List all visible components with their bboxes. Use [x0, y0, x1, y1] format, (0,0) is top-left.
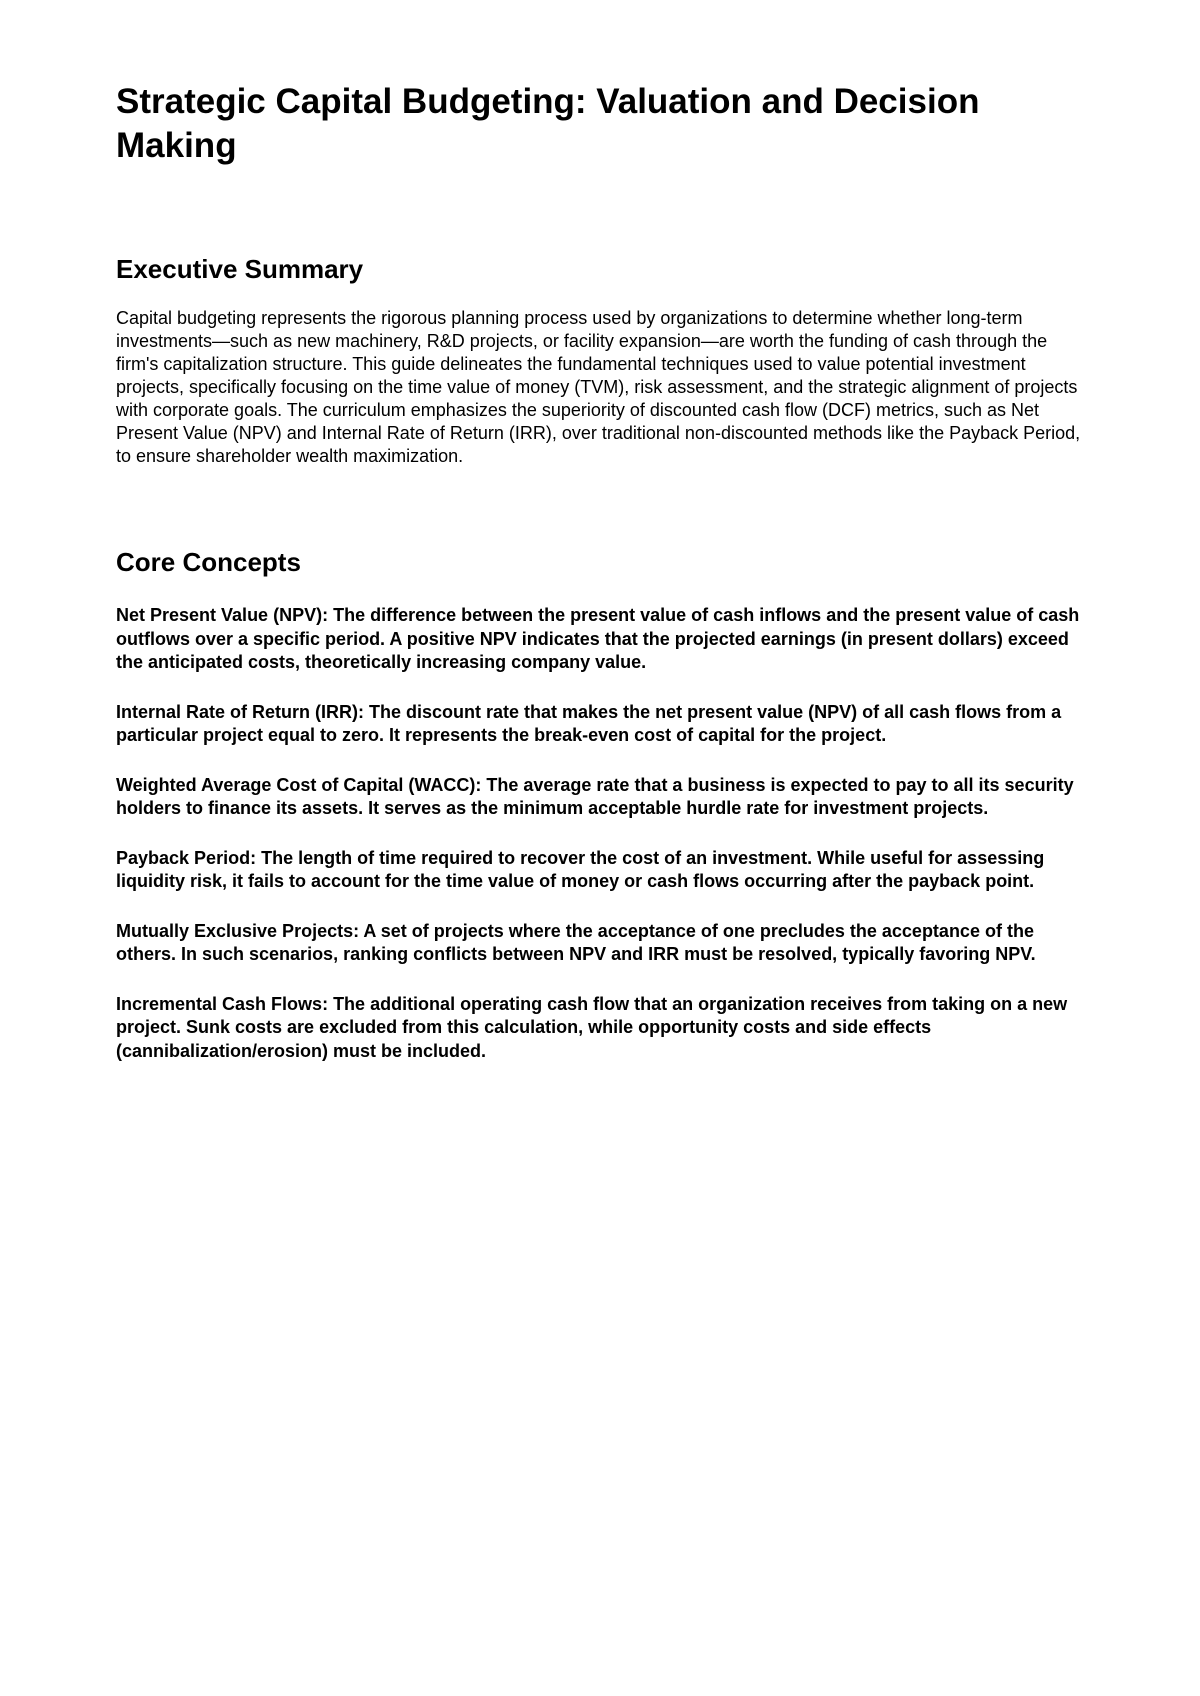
concept-term: Payback Period :: [116, 848, 261, 868]
executive-summary-heading: Executive Summary: [116, 254, 364, 284]
concept-definition: The length of time required to recover the cost of an investment. While useful for assessing liquidity risk, it fails to account for the time value of money or cash flows occurring after the payback point.: [116, 847, 1045, 891]
concept-mutually-exclusive-projects: [116, 920, 1092, 967]
concept-definition: The additional operating cash flow that an organization receives from taking on a new project. Sunk costs are excluded from this calculation, while opportunity costs and side effects (cannibalization/erosion) must be included.: [116, 993, 1068, 1061]
concept-payback-period: [116, 847, 1092, 894]
concept-term: Mutually Exclusive Projects :: [116, 921, 363, 941]
executive-summary-section: [116, 253, 1092, 468]
concept-definition: The discount rate that makes the net present value (NPV) of all cash flows from a particular project equal to zero. It represents the break-even cost of capital for the project.: [116, 701, 1062, 745]
concept-wacc: [116, 774, 1092, 821]
concept-definition: A set of projects where the acceptance of one precludes the acceptance of the others. In such scenarios, ranking conflicts between NPV and IRR must be resolved, typically favoring NPV.: [116, 920, 1036, 964]
concept-term: Net Present Value (NPV) :: [116, 605, 333, 625]
concept-irr: [116, 701, 1092, 748]
concept-incremental-cash-flows: [116, 993, 1092, 1064]
concept-definition: The average rate that a business is expected to pay to all its security holders to finance its assets. It serves as the minimum acceptable hurdle rate for investment projects.: [116, 774, 1074, 818]
concept-term: Incremental Cash Flows :: [116, 994, 333, 1014]
concept-term: Internal Rate of Return (IRR) :: [116, 702, 369, 722]
executive-summary-text: Capital budgeting represents the rigorous planning process used by organizations to determine whether long-term investments—such as new machinery, R&D projects, or facility expansion—are worth the funding of cash through the firm's capitalization structure. This guide delineates the fundamental techniques used to value potential investment projects, specifically focusing on the time value of money (TVM), risk assessment, and the strategic alignment of projects with corporate goals. The curriculum emphasizes the superiority of discounted cash flow (DCF) metrics, such as Net Present Value (NPV) and Internal Rate of Return (IRR), over traditional non-discounted methods like the Payback Period, to ensure shareholder wealth maximization.: [116, 308, 1081, 466]
concept-definition: The difference between the present value of cash inflows and the present value of cash outflows over a specific period. A positive NPV indicates that the projected earnings (in present dollars) exceed the anticipated costs, theoretically increasing company value.: [116, 605, 1080, 672]
concept-term: Weighted Average Cost of Capital (WACC) :: [116, 775, 486, 795]
core-concepts-section: [116, 546, 1092, 1063]
concept-npv: [116, 604, 1092, 675]
core-concepts-heading: Core Concepts: [116, 547, 301, 577]
document-title: Strategic Capital Budgeting: Valuation and Decision Making: [116, 82, 980, 165]
